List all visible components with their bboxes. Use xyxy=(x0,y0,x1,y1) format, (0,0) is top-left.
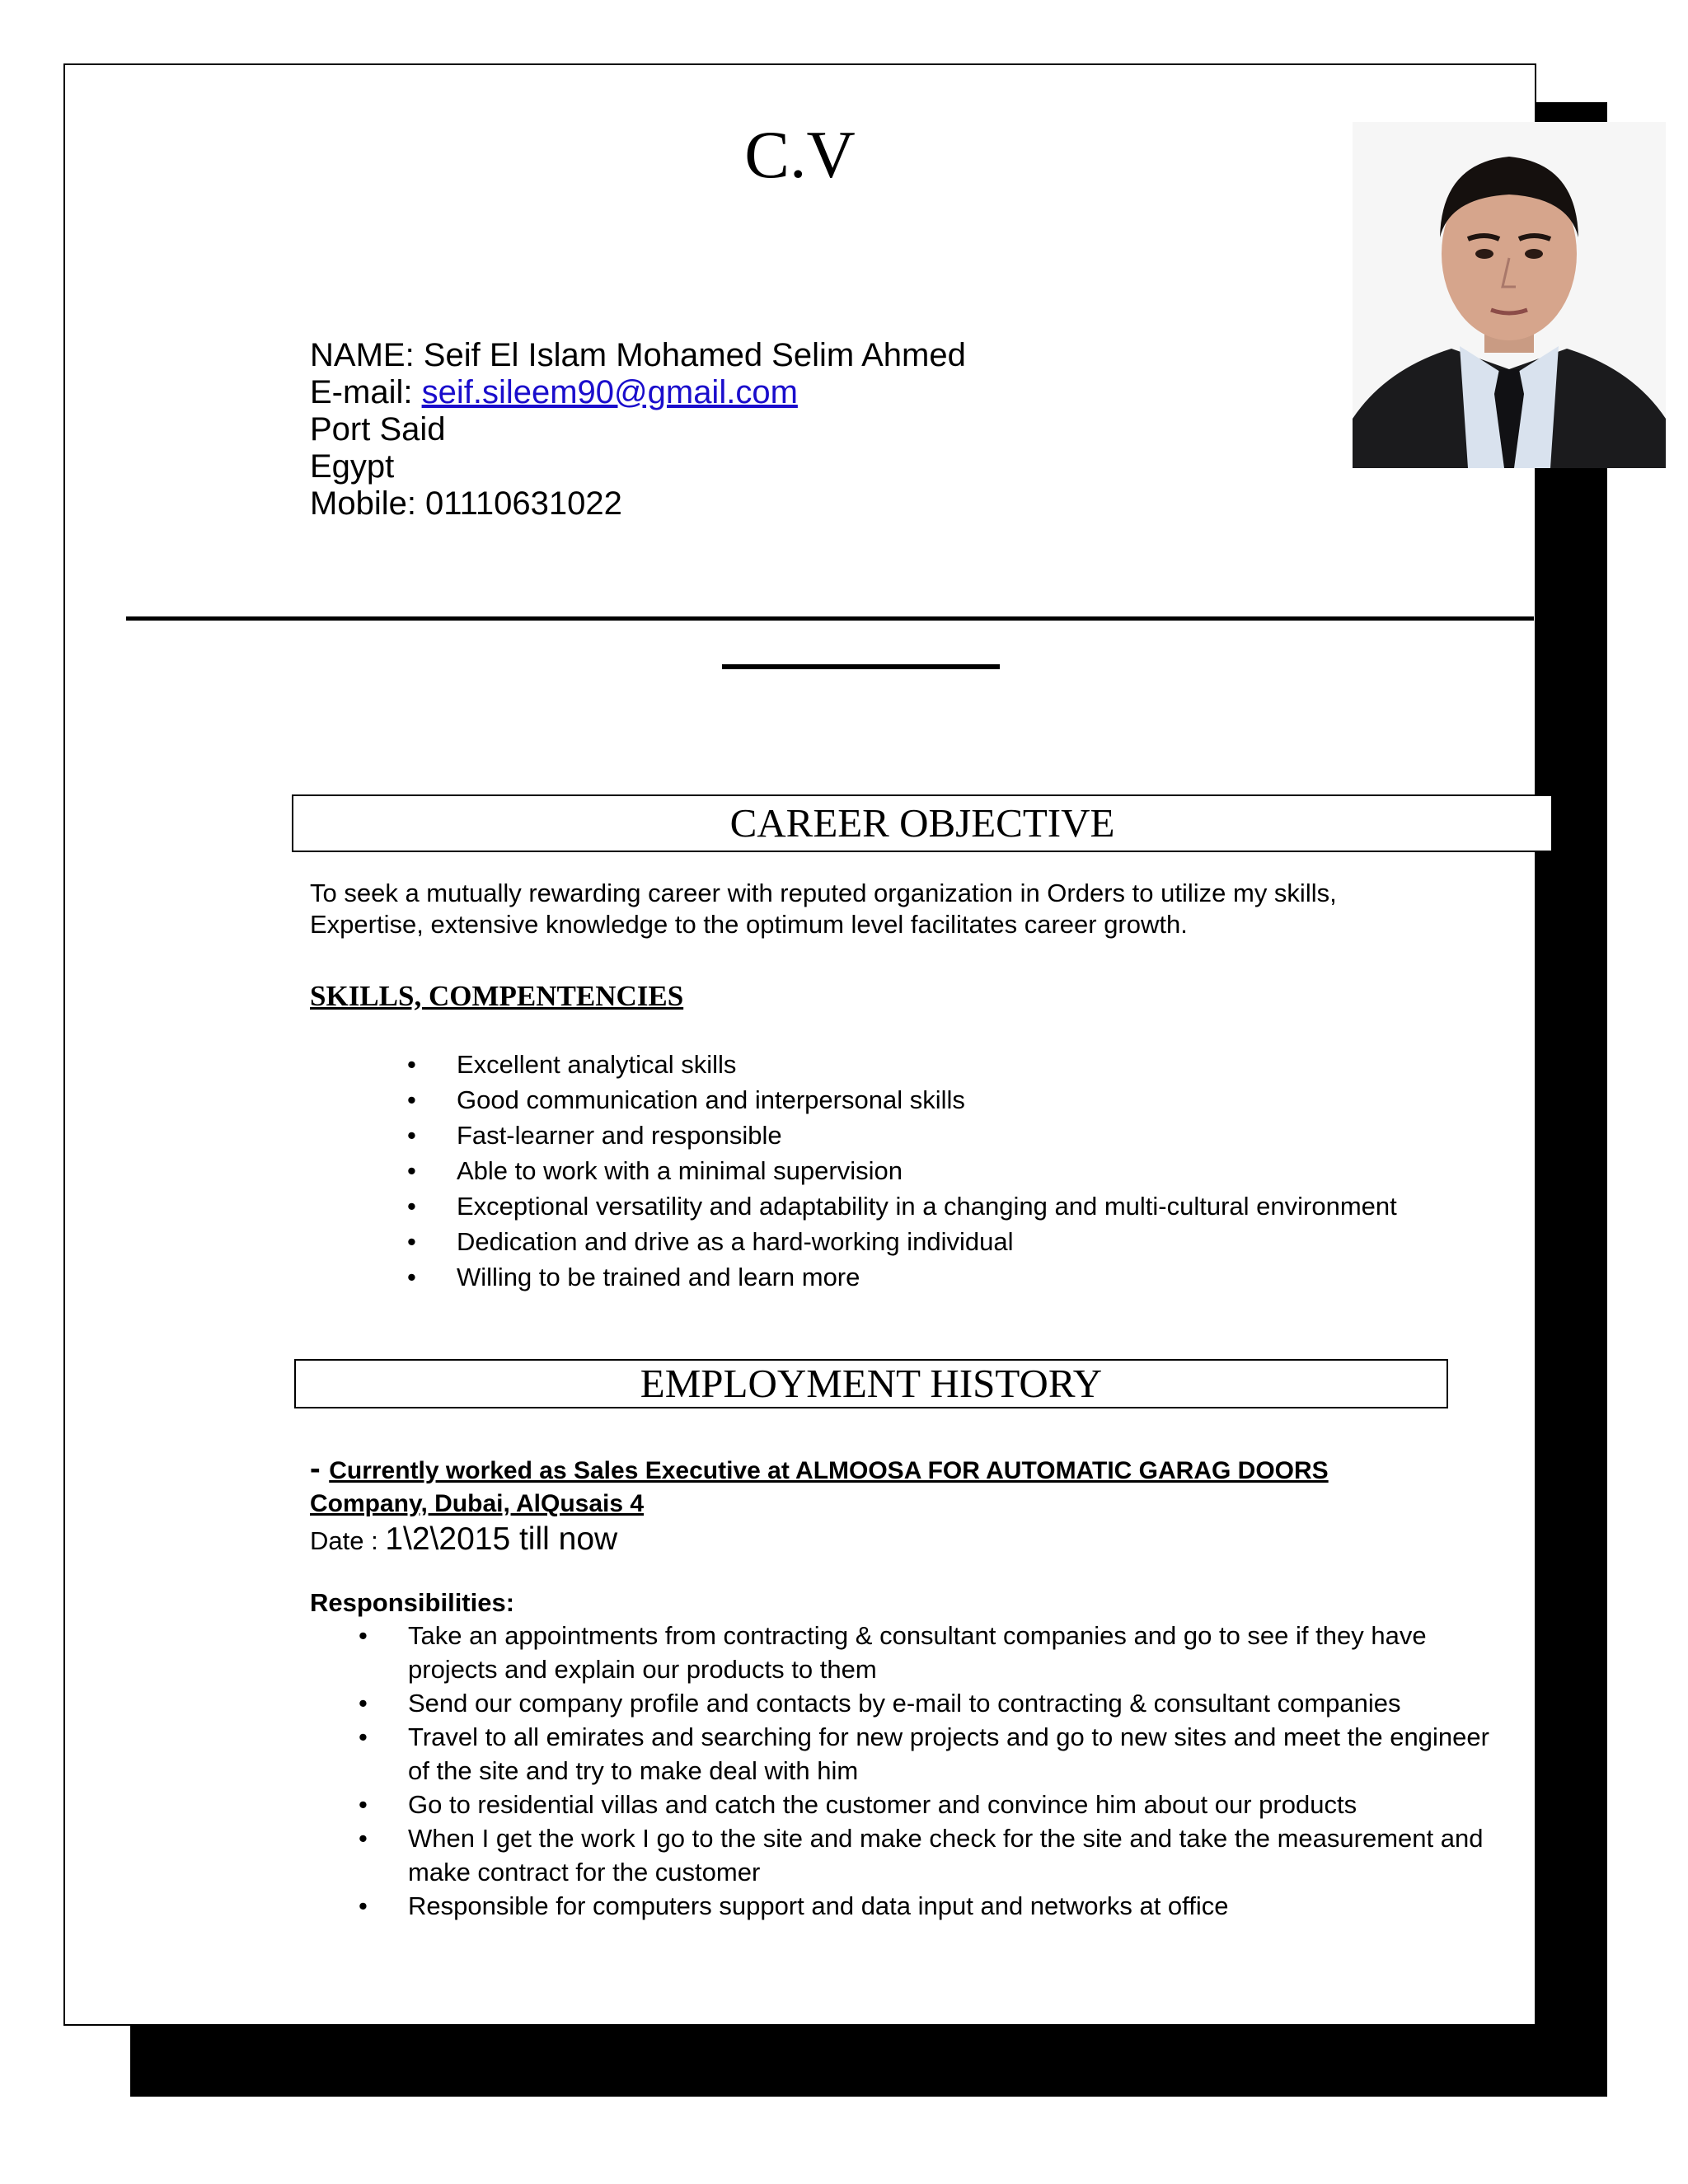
header-divider xyxy=(126,616,1534,621)
skill-item: • Good communication and interpersonal skills xyxy=(407,1082,1397,1118)
mobile-line: Mobile: 01110631022 xyxy=(310,485,622,522)
skill-item: • Exceptional versatility and adaptability in a changing and multi-cultural environment xyxy=(407,1188,1397,1224)
job-title-line-1: Currently worked as Sales Executive at ALMOOSA FOR AUTOMATIC GARAG DOORS xyxy=(329,1457,1329,1484)
career-objective-text-line-1: To seek a mutually rewarding career with reputed organization in Orders to utilize my skills, xyxy=(310,879,1337,907)
profile-photo xyxy=(1353,122,1666,468)
job-title xyxy=(310,1452,1329,1521)
date-label: Date : xyxy=(310,1526,386,1555)
job-title-line-2: Company, Dubai, AlQusais 4 xyxy=(310,1490,645,1517)
city-line: Port Said xyxy=(310,411,446,448)
cv-page xyxy=(63,63,1536,2026)
skill-item: • Dedication and drive as a hard-working individual xyxy=(407,1224,1397,1259)
skill-item: • Excellent analytical skills xyxy=(407,1047,1397,1082)
email-link[interactable]: seif.sileem90@gmail.com xyxy=(421,374,798,410)
country-line: Egypt xyxy=(310,448,395,485)
email-label: E-mail: xyxy=(310,374,422,410)
career-objective-text-line-2: Expertise, extensive knowledge to the optimum level facilitates career growth. xyxy=(310,910,1188,939)
skill-item: • Willing to be trained and learn more xyxy=(407,1259,1397,1295)
cv-title: C.V xyxy=(744,117,856,192)
responsibility-item: • Send our company profile and contacts by e-mail to contracting & consultant companies xyxy=(359,1686,1512,1720)
responsibility-item: • When I get the work I go to the site and make check for the site and take the measurement and make contract for the customer xyxy=(359,1821,1512,1889)
skills-heading: SKILLS, COMPENTENCIES xyxy=(310,980,684,1012)
name-line: NAME: Seif El Islam Mohamed Selim Ahmed xyxy=(310,337,966,373)
short-divider xyxy=(722,664,1000,669)
career-objective-heading: CAREER OBJECTIVE xyxy=(292,794,1553,852)
job-date xyxy=(310,1521,617,1558)
email-line xyxy=(310,374,798,411)
employment-history-heading: EMPLOYMENT HISTORY xyxy=(294,1359,1448,1408)
responsibility-item: • Go to residential villas and catch the customer and convince him about our products xyxy=(359,1788,1512,1821)
skill-item: • Able to work with a minimal supervision xyxy=(407,1153,1397,1188)
responsibility-item: • Travel to all emirates and searching for new projects and go to new sites and meet the engineer of the site and try to make deal with him xyxy=(359,1720,1512,1788)
portrait-image xyxy=(1353,122,1666,468)
responsibility-item: • Responsible for computers support and data input and networks at office xyxy=(359,1889,1512,1923)
date-value: 1\2\2015 till now xyxy=(385,1521,618,1557)
responsibilities-list xyxy=(359,1619,1512,1923)
responsibilities-heading: Responsibilities: xyxy=(310,1588,515,1617)
skills-list xyxy=(407,1047,1397,1295)
job-dash: - xyxy=(310,1451,330,1486)
responsibility-item: • Take an appointments from contracting & consultant companies and go to see if they have projects and explain our products to them xyxy=(359,1619,1512,1686)
skill-item: • Fast-learner and responsible xyxy=(407,1118,1397,1153)
